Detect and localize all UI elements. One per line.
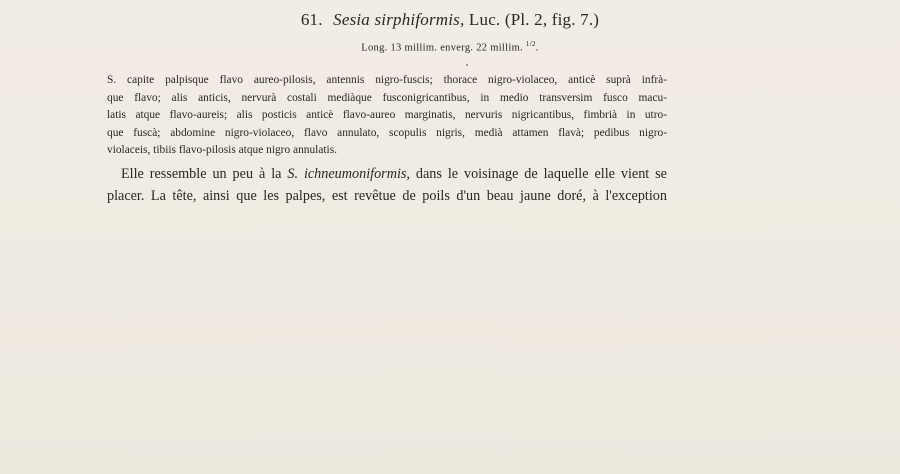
- latin-line: S. capite palpisque flavo aureo-pilosis, antennis nigro-fuscis; thorace nigro-violaceo, anticè suprà infrà-: [107, 74, 667, 86]
- measurements-fraction: 1/2: [525, 40, 536, 48]
- french-text: dans le voisinage de laquelle elle vient se: [409, 166, 667, 182]
- author-reference: Luc. (Pl. 2, fig. 7.): [468, 10, 600, 29]
- species-name: Sesia sirphiformis,: [333, 10, 465, 29]
- french-species-ref: S. ichneumoniformis,: [287, 166, 410, 182]
- french-text: Elle ressemble un peu à la: [121, 166, 288, 182]
- french-line: placer. La tête, ainsi que les palpes, est revêtue de poils d'un beau jaune doré, à l'exception: [107, 188, 667, 204]
- measurements: [0, 40, 900, 54]
- paper-speck: [466, 64, 468, 66]
- measurements-end: .: [535, 42, 539, 54]
- species-heading: [0, 10, 900, 30]
- latin-line: violaceis, tibiis flavo-pilosis atque nigro annulatis.: [107, 144, 337, 156]
- latin-description: [107, 72, 667, 160]
- french-description: [107, 163, 667, 207]
- latin-line: que flavo; alis anticis, nervurà costali mediàque fusconigricantibus, in medio transversim fusco macu-: [107, 91, 667, 104]
- species-number: 61.: [300, 10, 323, 29]
- latin-line: latis atque flavo-aureis; alis posticis anticè flavo-aureo marginatis, nervuris nigricantibus, fimbrià in utro-: [107, 109, 667, 121]
- latin-line: que fuscà; abdomine nigro-violaceo, flavo annulato, scopulis nigris, medià attamen flavà; pedibus nigro-: [107, 126, 667, 139]
- measurements-text: Long. 13 millim. enverg. 22 millim.: [361, 42, 526, 54]
- french-line: [107, 163, 667, 185]
